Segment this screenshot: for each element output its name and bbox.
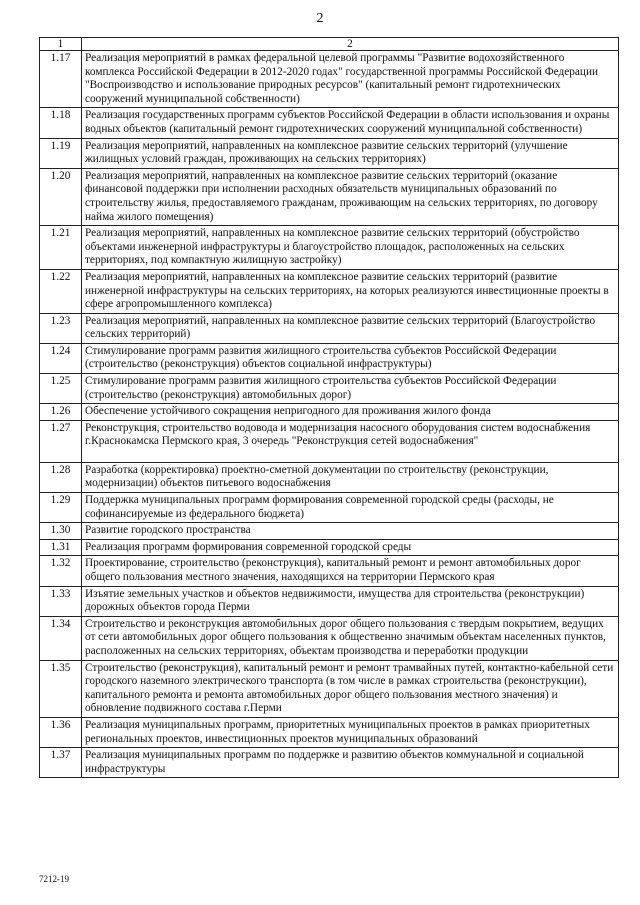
row-text: Реализация мероприятий, направленных на комплексное развитие сельских территорий (оказание финансовой поддержки при исполнении расходных обязательств муниципальных образований по строительству жилья, предоставляемого гражданам, проживающим на сельских территориях, по договору найма жилого помещения) bbox=[82, 168, 619, 225]
row-number: 1.33 bbox=[40, 586, 82, 616]
row-number: 1.35 bbox=[40, 660, 82, 717]
table-row bbox=[40, 660, 619, 717]
table-row bbox=[40, 108, 619, 138]
row-text: Реализация государственных программ субъектов Российской Федерации в области использования и охраны водных объектов (капитальный ремонт гидротехнических сооружений муниципальной собственности) bbox=[82, 108, 619, 138]
row-text: Реализация мероприятий, направленных на комплексное развитие сельских территорий (улучшение жилищных условий граждан, проживающих на сельских территориях) bbox=[82, 138, 619, 168]
table-row bbox=[40, 616, 619, 660]
table-row bbox=[40, 462, 619, 492]
row-number: 1.17 bbox=[40, 51, 82, 108]
row-text: Развитие городского пространства bbox=[82, 523, 619, 540]
table-row bbox=[40, 523, 619, 540]
table-row bbox=[40, 404, 619, 421]
row-number: 1.37 bbox=[40, 748, 82, 778]
table-row bbox=[40, 313, 619, 343]
document-code: 7212-19 bbox=[39, 874, 69, 884]
row-text: Реализация мероприятий, направленных на комплексное развитие сельских территорий (обустройство объектами инженерной инфраструктуры и благоустройство площадок, расположенных на сельских территориях, под компактную жилищную застройку) bbox=[82, 226, 619, 270]
row-number: 1.23 bbox=[40, 313, 82, 343]
row-text: Обеспечение устойчивого сокращения непригодного для проживания жилого фонда bbox=[82, 404, 619, 421]
row-number: 1.28 bbox=[40, 462, 82, 492]
row-text: Реализация мероприятий, направленных на комплексное развитие сельских территорий (развитие инженерной инфраструктуры на сельских территориях, на которых реализуются инвестиционные проекты в сфере агропромышленного комплекса) bbox=[82, 269, 619, 313]
row-number: 1.20 bbox=[40, 168, 82, 225]
row-number: 1.24 bbox=[40, 343, 82, 373]
table-row bbox=[40, 717, 619, 747]
row-number: 1.31 bbox=[40, 539, 82, 556]
row-number: 1.29 bbox=[40, 493, 82, 523]
row-text: Строительство (реконструкция), капитальный ремонт и ремонт трамвайных путей, контактно-кабельной сети городского наземного электрического транспорта (в том числе в рамках строительства (реконструкции), капитального ремонта и ремонта автомобильных дорог общего пользования местного значения) и обновление подвижного состава г.Перми bbox=[82, 660, 619, 717]
row-number: 1.34 bbox=[40, 616, 82, 660]
document-table bbox=[39, 37, 619, 778]
row-number: 1.25 bbox=[40, 374, 82, 404]
row-number: 1.32 bbox=[40, 556, 82, 586]
table-row bbox=[40, 226, 619, 270]
row-text: Изъятие земельных участков и объектов недвижимости, имущества для строительства (реконструкции) дорожных объектов города Перми bbox=[82, 586, 619, 616]
row-number: 1.21 bbox=[40, 226, 82, 270]
row-number: 1.18 bbox=[40, 108, 82, 138]
row-text: Стимулирование программ развития жилищного строительства субъектов Российской Федерации (строительство (реконструкция) автомобильных дорог) bbox=[82, 374, 619, 404]
row-number: 1.27 bbox=[40, 420, 82, 462]
row-text: Реализация программ формирования современной городской среды bbox=[82, 539, 619, 556]
row-number: 1.26 bbox=[40, 404, 82, 421]
row-number: 1.30 bbox=[40, 523, 82, 540]
row-text: Стимулирование программ развития жилищного строительства субъектов Российской Федерации (строительство (реконструкция) объектов социальной инфраструктуры) bbox=[82, 343, 619, 373]
table-header-row bbox=[40, 38, 619, 51]
table-row bbox=[40, 51, 619, 108]
table-row bbox=[40, 556, 619, 586]
row-text: Проектирование, строительство (реконструкция), капитальный ремонт и ремонт автомобильных дорог общего пользования местного значения, находящихся на территории Пермского края bbox=[82, 556, 619, 586]
table-row bbox=[40, 748, 619, 778]
table-row bbox=[40, 138, 619, 168]
header-col-1: 1 bbox=[40, 38, 82, 51]
row-text: Реализация мероприятий в рамках федеральной целевой программы "Развитие водохозяйственного комплекса Российской Федерации в 2012-2020 годах" государственной программы Российской Федерации "Воспроизводство и использование природных ресурсов" (капитальный ремонт гидротехнических сооружений муниципальной собственности) bbox=[82, 51, 619, 108]
table-row bbox=[40, 420, 619, 462]
row-text: Строительство и реконструкция автомобильных дорог общего пользования с твердым покрытием, ведущих от сети автомобильных дорог общего пользования к общественно значимым объектам населенных пунктов, расположенных на сельских территориях, объектам производства и переработки продукции bbox=[82, 616, 619, 660]
row-text: Поддержка муниципальных программ формирования современной городской среды (расходы, не софинансируемые из федерального бюджета) bbox=[82, 493, 619, 523]
row-text: Реализация мероприятий, направленных на комплексное развитие сельских территорий (Благоустройство сельских территорий) bbox=[82, 313, 619, 343]
row-text: Реализация муниципальных программ, приоритетных муниципальных проектов в рамках приоритетных региональных проектов, инвестиционных проектов муниципальных образований bbox=[82, 717, 619, 747]
table-row bbox=[40, 539, 619, 556]
row-text: Реконструкция, строительство водовода и модернизация насосного оборудования систем водоснабжения г.Краснокамска Пермского края, 3 очередь "Реконструкция сетей водоснабжения" bbox=[82, 420, 619, 462]
row-number: 1.36 bbox=[40, 717, 82, 747]
table-row bbox=[40, 168, 619, 225]
page-number: 2 bbox=[316, 11, 324, 26]
table-row bbox=[40, 343, 619, 373]
header-col-2: 2 bbox=[82, 38, 619, 51]
row-text: Разработка (корректировка) проектно-сметной документации по строительству (реконструкции, модернизации) объектов питьевого водоснабжения bbox=[82, 462, 619, 492]
table-row bbox=[40, 374, 619, 404]
table-row bbox=[40, 493, 619, 523]
row-number: 1.22 bbox=[40, 269, 82, 313]
row-text: Реализация муниципальных программ по поддержке и развитию объектов коммунальной и социальной инфраструктуры bbox=[82, 748, 619, 778]
table-row bbox=[40, 586, 619, 616]
table-row bbox=[40, 269, 619, 313]
row-number: 1.19 bbox=[40, 138, 82, 168]
